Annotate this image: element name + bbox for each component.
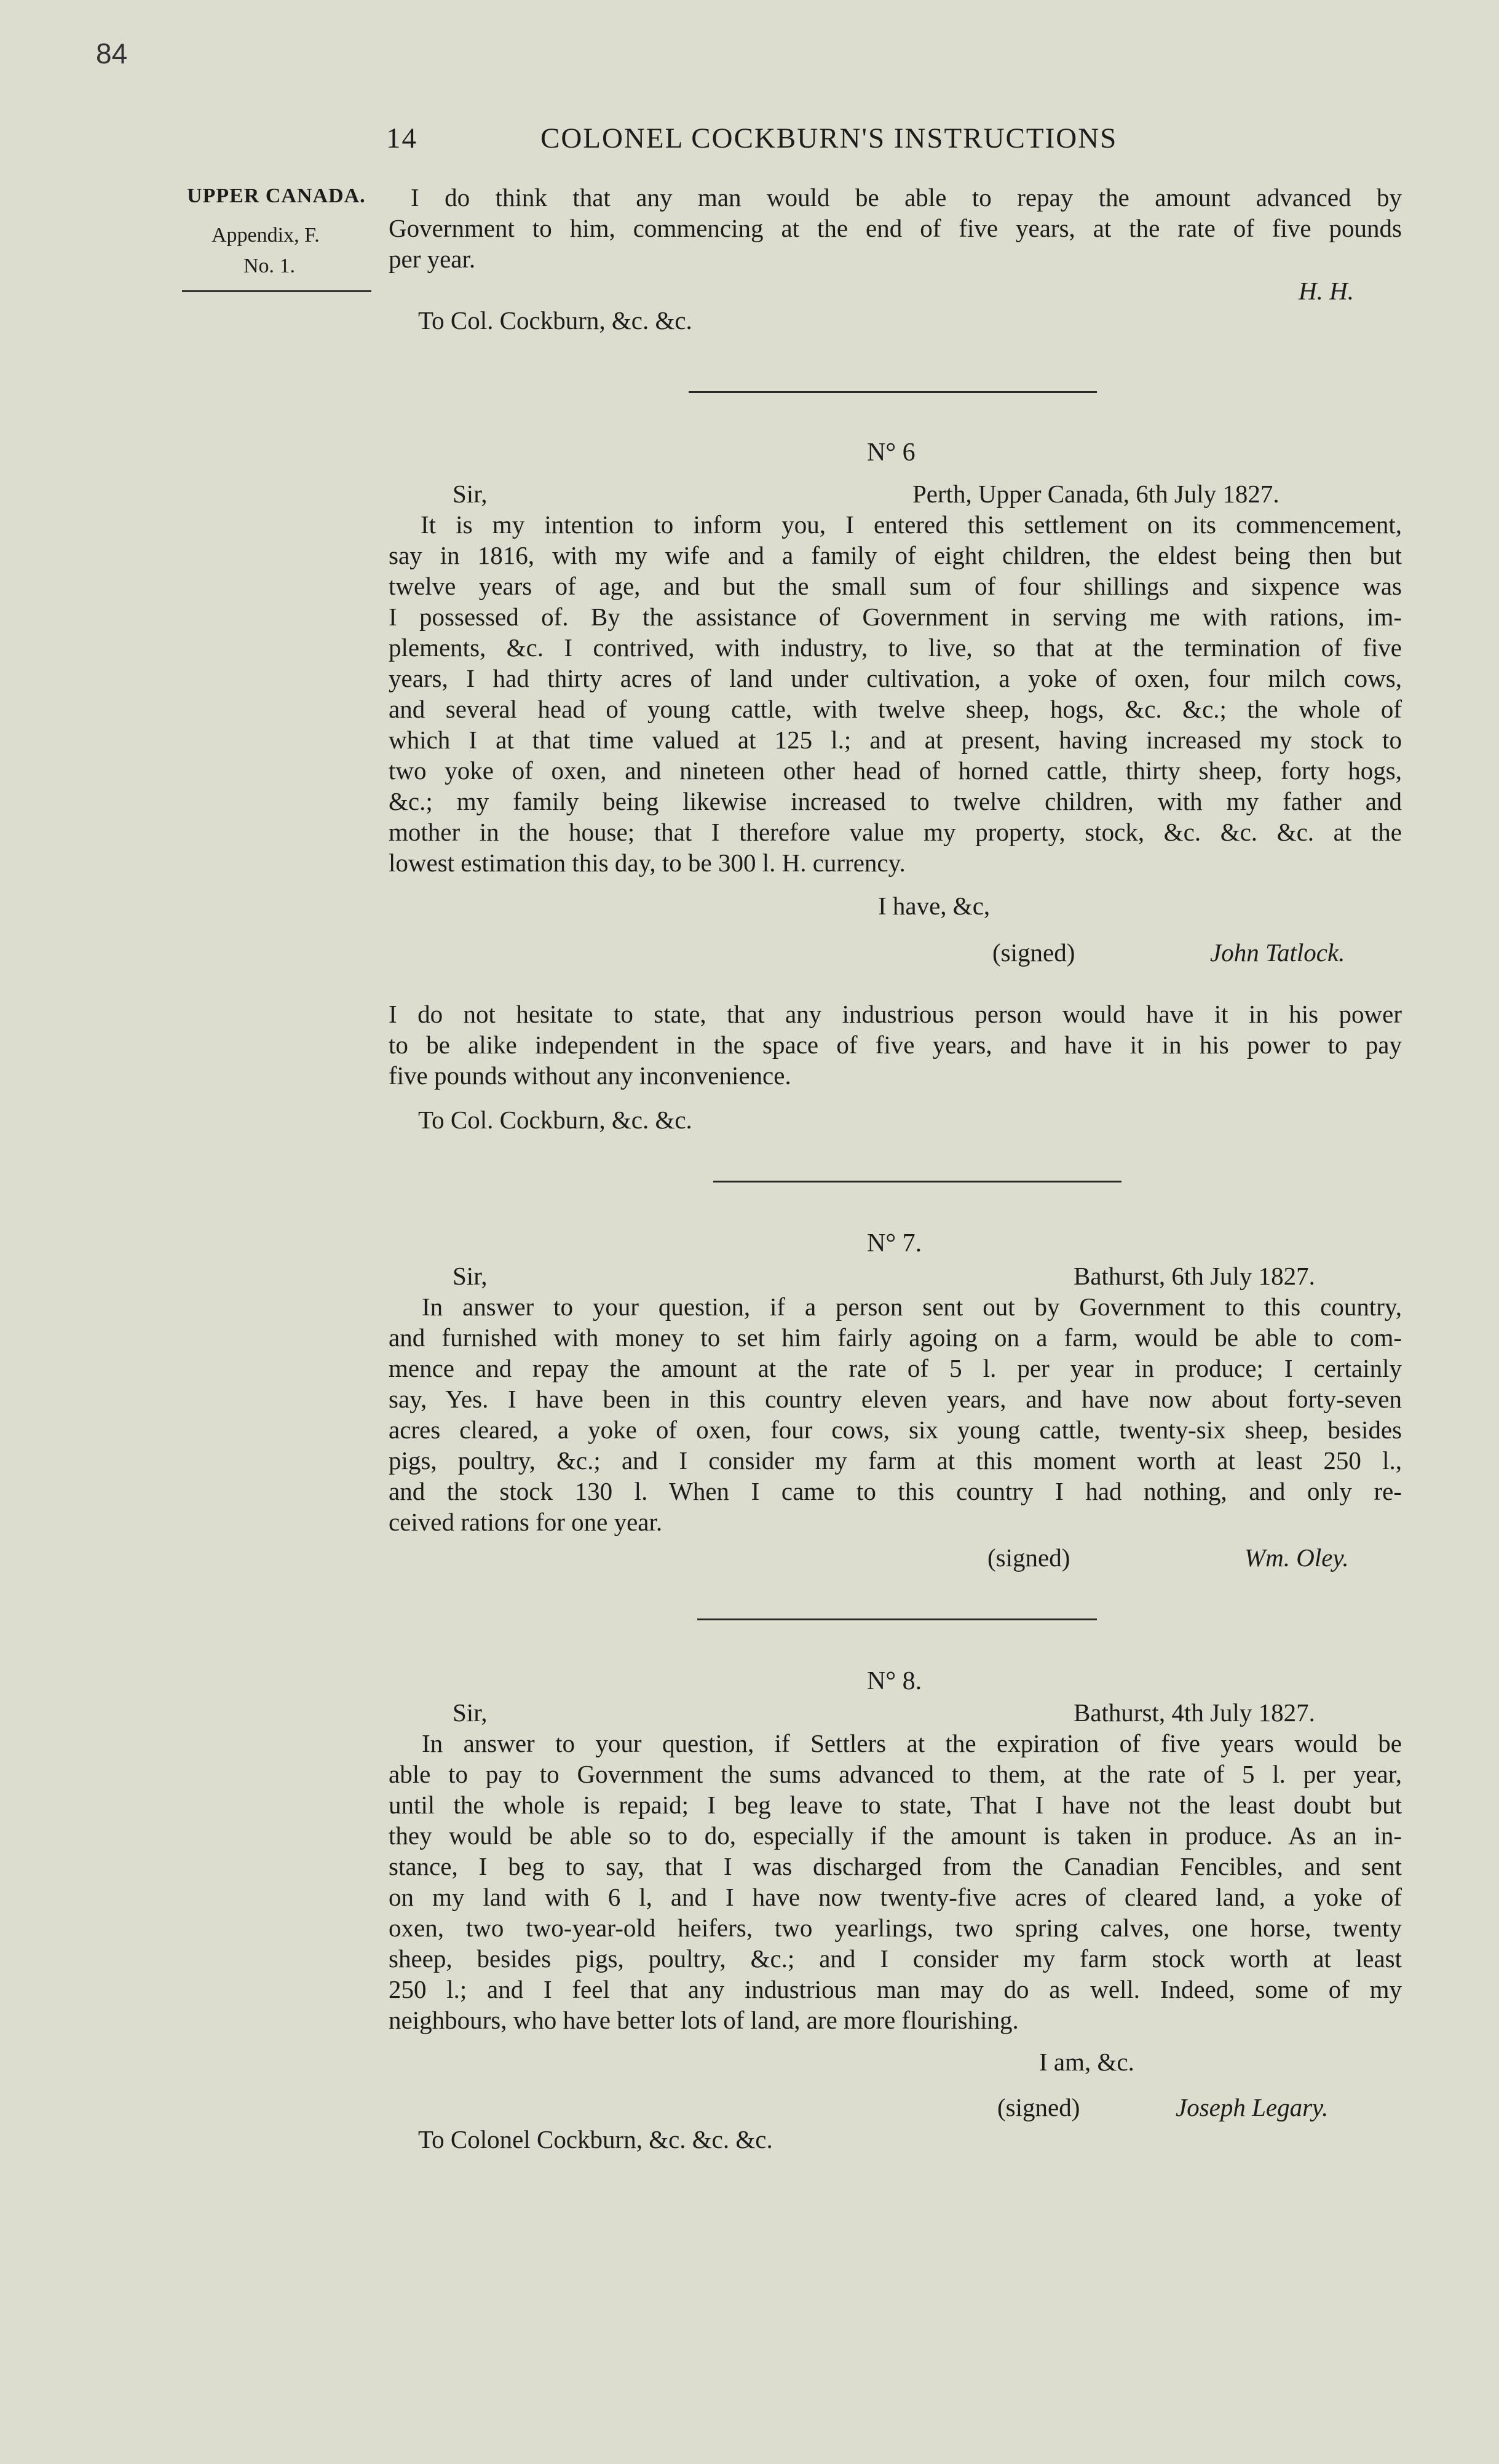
- sidebar-appendix: Appendix, F.: [212, 224, 320, 247]
- letter-closing: I have, &c,: [878, 892, 991, 920]
- text-line: they would be able so to do, especially if the amount is taken in produce. As an in-: [389, 1821, 1402, 1850]
- letter-number: N° 8.: [867, 1667, 922, 1695]
- text-line: able to pay to Government the sums advanced to them, at the rate of 5 l. per year,: [389, 1760, 1402, 1788]
- letter-addressee: To Col. Cockburn, &c. &c.: [418, 1106, 692, 1134]
- text-line: stance, I beg to say, that I was discharged from the Canadian Fencibles, and sent: [389, 1852, 1402, 1880]
- text-line: acres cleared, a yoke of oxen, four cows, six young cattle, twenty-six sheep, besides: [389, 1416, 1402, 1444]
- text-line: and several head of young cattle, with twelve sheep, hogs, &c. &c.; the whole of: [389, 695, 1402, 723]
- letter-body: [389, 1291, 1402, 1537]
- letter-signature: Wm. Oley.: [1244, 1543, 1349, 1572]
- letter-signature: Joseph Legary.: [1176, 2093, 1329, 2121]
- text-line: mence and repay the amount at the rate of 5 l. per year in produce; I certainly: [389, 1354, 1402, 1382]
- text-line: lowest estimation this day, to be 300 l. H. currency.: [389, 849, 906, 877]
- text-line: years, I had thirty acres of land under cultivation, a yoke of oxen, four milch cows,: [389, 664, 1402, 692]
- letter-place-date: Perth, Upper Canada, 6th July 1827.: [912, 480, 1279, 508]
- signed-label: (signed): [987, 1543, 1070, 1572]
- letter-salutation: Sir,: [453, 1262, 488, 1290]
- running-head: [386, 122, 1117, 155]
- section-divider: [689, 391, 1097, 393]
- letter-body: [389, 509, 1402, 878]
- letter-salutation: Sir,: [453, 480, 488, 508]
- text-line: until the whole is repaid; I beg leave to state, That I have not the least doubt but: [389, 1791, 1402, 1819]
- text-line: ceived rations for one year.: [389, 1508, 663, 1536]
- sidebar-number: No. 1.: [243, 255, 296, 277]
- running-head-page: 14: [386, 122, 417, 154]
- text-line: twelve years of age, and but the small sum of four shillings and sixpence was: [389, 572, 1402, 600]
- text-line: neighbours, who have better lots of land, are more flourishing.: [389, 2006, 1019, 2034]
- intro-paragraph: [389, 182, 1402, 274]
- text-line: say, Yes. I have been in this country eleven years, and have now about forty-seven: [389, 1385, 1402, 1413]
- text-line: I do not hesitate to state, that any industrious person would have it in his power: [389, 1000, 1402, 1028]
- text-line: It is my intention to inform you, I entered this settlement on its commencement,: [421, 510, 1402, 539]
- text-line: to be alike independent in the space of five years, and have it in his power to pay: [389, 1031, 1402, 1059]
- text-line: and furnished with money to set him fairly agoing on a farm, would be able to com-: [389, 1323, 1402, 1352]
- running-head-title: COLONEL COCKBURN'S INSTRUCTIONS: [540, 122, 1118, 154]
- text-line: I do think that any man would be able to repay the amount advanced by: [411, 183, 1402, 212]
- text-line: sheep, besides pigs, poultry, &c.; and I consider my farm stock worth at least: [389, 1944, 1402, 1973]
- page-number: 84: [96, 38, 128, 69]
- sidebar-rule: [182, 290, 371, 292]
- text-line: In answer to your question, if a person sent out by Government to this country,: [422, 1293, 1402, 1321]
- text-line: Government to him, commencing at the end of five years, at the rate of five pounds: [389, 214, 1402, 242]
- signed-label: (signed): [997, 2093, 1080, 2121]
- letter-salutation: Sir,: [453, 1698, 488, 1727]
- text-line: say in 1816, with my wife and a family of eight children, the eldest being then but: [389, 541, 1402, 569]
- text-line: on my land with 6 l, and I have now twenty-five acres of cleared land, a yoke of: [389, 1883, 1402, 1911]
- text-line: five pounds without any inconvenience.: [389, 1061, 791, 1090]
- text-line: pigs, poultry, &c.; and I consider my farm at this moment worth at least 250 l.,: [389, 1446, 1402, 1475]
- text-line: &c.; my family being likewise increased to twelve children, with my father and: [389, 787, 1402, 815]
- text-line: In answer to your question, if Settlers at the expiration of five years would be: [422, 1729, 1402, 1757]
- letter-signature: John Tatlock.: [1210, 938, 1345, 967]
- letter-closing: I am, &c.: [1039, 2048, 1134, 2076]
- intro-signature: H. H.: [1299, 277, 1354, 305]
- text-line: oxen, two two-year-old heifers, two yearlings, two spring calves, one horse, twenty: [389, 1914, 1402, 1942]
- letter-postscript: [389, 999, 1402, 1091]
- text-line: I possessed of. By the assistance of Government in serving me with rations, im-: [389, 603, 1402, 631]
- section-divider: [713, 1181, 1121, 1182]
- section-divider: [697, 1618, 1097, 1620]
- letter-place-date: Bathurst, 6th July 1827.: [1074, 1262, 1315, 1290]
- signed-label: (signed): [992, 938, 1075, 967]
- text-line: 250 l.; and I feel that any industrious man may do as well. Indeed, some of my: [389, 1975, 1402, 2003]
- text-line: mother in the house; that I therefore value my property, stock, &c. &c. &c. at the: [389, 818, 1402, 846]
- intro-addressee: To Col. Cockburn, &c. &c.: [418, 306, 692, 335]
- sidebar-title: UPPER CANADA.: [187, 184, 366, 207]
- letter-number: N° 6: [867, 438, 916, 467]
- letter-body: [389, 1728, 1402, 2035]
- text-line: and the stock 130 l. When I came to this country I had nothing, and only re-: [389, 1477, 1402, 1505]
- letter-place-date: Bathurst, 4th July 1827.: [1074, 1698, 1315, 1727]
- text-line: which I at that time valued at 125 l.; and at present, having increased my stock to: [389, 726, 1402, 754]
- letter-addressee: To Colonel Cockburn, &c. &c. &c.: [418, 2125, 773, 2153]
- text-line: per year.: [389, 245, 476, 273]
- letter-number: N° 7.: [867, 1229, 922, 1258]
- text-line: plements, &c. I contrived, with industry, to live, so that at the termination of five: [389, 633, 1402, 662]
- text-line: two yoke of oxen, and nineteen other head of horned cattle, thirty sheep, forty hogs,: [389, 756, 1402, 785]
